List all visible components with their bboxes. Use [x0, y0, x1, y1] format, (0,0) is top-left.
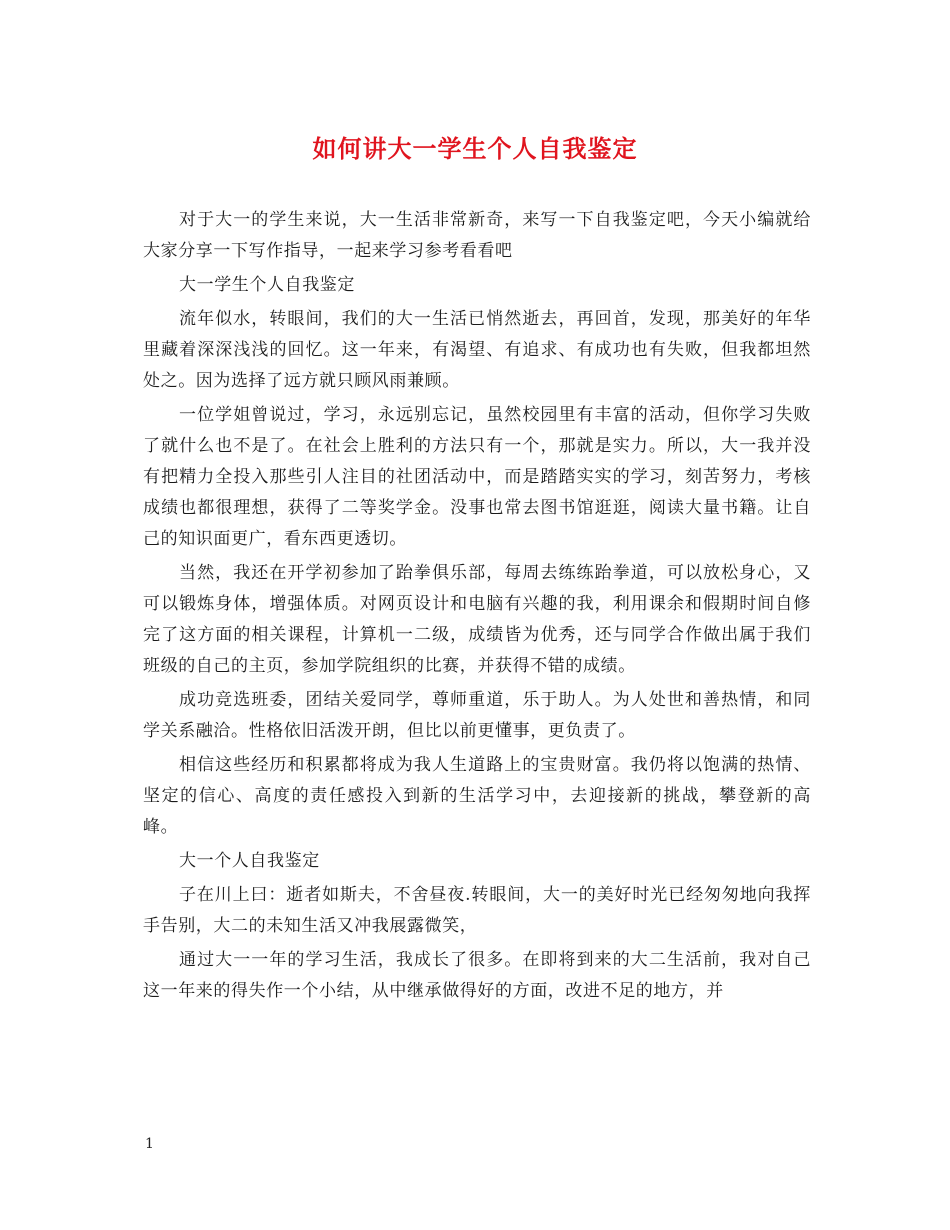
body-paragraph: 子在川上曰：逝者如斯夫，不舍昼夜.转眼间，大一的美好时光已经匆匆地向我挥手告别，大二的未知生活又冲我展露微笑，	[143, 885, 811, 936]
body-paragraph: 成功竞选班委，团结关爱同学，尊师重道，乐于助人。为人处世和善热情，和同学关系融洽。性格依旧活泼开朗，但比以前更懂事，更负责了。	[143, 690, 811, 741]
intro-paragraph: 对于大一的学生来说，大一生活非常新奇，来写一下自我鉴定吧，今天小编就给大家分享一下写作指导，一起来学习参考看看吧	[143, 210, 811, 261]
body-paragraph: 通过大一一年的学习生活，我成长了很多。在即将到来的大二生活前，我对自己这一年来的得失作一个小结，从中继承做得好的方面，改进不足的地方，并	[143, 950, 811, 1001]
page-number: 1	[145, 1136, 154, 1152]
document-body	[143, 205, 811, 1010]
section-heading-1: 大一学生个人自我鉴定	[179, 275, 355, 295]
body-paragraph: 相信这些经历和积累都将成为我人生道路上的宝贵财富。我仍将以饱满的热情、坚定的信心、高度的责任感投入到新的生活学习中，去迎接新的挑战，攀登新的高峰。	[143, 755, 811, 837]
body-paragraph: 流年似水，转眼间，我们的大一生活已悄然逝去，再回首，发现，那美好的年华里藏着深深浅浅的回忆。这一年来，有渴望、有追求、有成功也有失败，但我都坦然处之。因为选择了远方就只顾风雨兼顾。	[143, 309, 811, 391]
section-heading-2: 大一个人自我鉴定	[179, 851, 320, 871]
document-title: 如何讲大一学生个人自我鉴定	[312, 134, 638, 163]
body-paragraph: 一位学姐曾说过，学习，永远别忘记，虽然校园里有丰富的活动，但你学习失败了就什么也不是了。在社会上胜利的方法只有一个，那就是实力。所以，大一我并没有把精力全投入那些引人注目的社团活动中，而是踏踏实实的学习，刻苦努力，考核成绩也都很理想，获得了二等奖学金。没事也常去图书馆逛逛，阅读大量书籍。让自己的知识面更广，看东西更透切。	[143, 405, 811, 549]
body-paragraph: 当然，我还在开学初参加了跆拳俱乐部，每周去练练跆拳道，可以放松身心，又可以锻炼身体，增强体质。对网页设计和电脑有兴趣的我，利用课余和假期时间自修完了这方面的相关课程，计算机一二级，成绩皆为优秀，还与同学合作做出属于我们班级的自己的主页，参加学院组织的比赛，并获得不错的成绩。	[143, 563, 811, 676]
